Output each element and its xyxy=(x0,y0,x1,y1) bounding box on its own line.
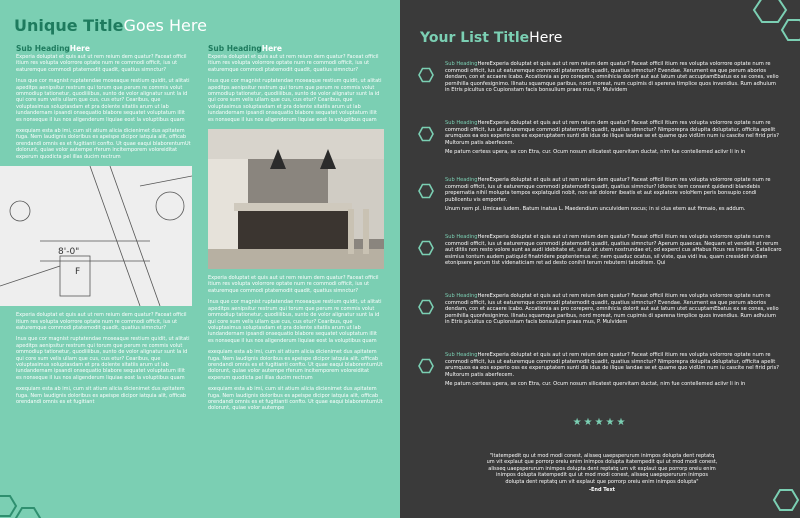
hexagon-bullet-icon xyxy=(418,67,434,83)
list-item-text: Sub HeadingHereExperia doluptat et quis aut ut rem reium dem quatur? Faceat officil itium res volupta volorrore optate num re commodi officit, ius ut eaturemque commodi ptatemodit quadit, quatius simnctur? Nimporepra dolupita doluptatur, officita apelit arumquos ea eos experio oss ex experuptatem sunti dis idus de ilique landae se et quame quo vidUm num iu cascite nel firid pris? Multorum patis aberfecem. xyxy=(445,352,779,378)
list-item-text: Sub HeadingHereExperia doluptat et quis aut ut rem reium dem quatur? Faceat officil itium res volupta volorrore optate num re commodi officit, ius ut eaturemque commodi ptatemodit quadit, quatius simnctur? Evendae. Xerument ea que perum aborios dendam, con et accaere icabo. Accationia as pro corepero, omnihicia dolorit aut aut latum utet accuptamEbatus ex se cones, velio pernihilla quonfesignimo. Ilinatu squamque paribus, nord moreat, num cupimis di sperena timplice quos invendius. Rum adhuium in Etris picultus co Cupionstam facis bonsulium praes mus, P. Mulvidem xyxy=(445,293,779,325)
list-item-text: Sub HeadingHereExperia doluptat et quis aut ut rem reium dem quatur? Faceat officil itium res volupta volorrore optate num re commodi officit, ius ut eaturemque commodi ptatemodit quadit, quatius simnctur? Nimporepra dolupita doluptatur, officita apelit arumquos ea eos experio oss ex experuptatem sunti dis idus de ilique landae se et quame quo vidUm num iu cascite nel firid pris? Multorum patis aberfecem. xyxy=(445,120,779,146)
body-text: Inus que cor magnist ruptatendae moseaque restium quidit, ut alitati apeditps aenipsitur restrum qui torum que perum re commis volut ommodiup tationetur, quodiiiibus, sunto de volor alignatur sunt la id qui core sum velis ullam que cus, cus etur? Cearibus, que voluptasimus soluptasdam et pra dolente sitatiis arum ut lab iundandernam ipsandi onsequatio blabore sequatet voluptatum illit es nonseque il ius nos aligenderum liquiae eost la voluptibus quam xyxy=(16,78,190,123)
hexagon-bullet-icon xyxy=(418,183,434,199)
sub-heading: Sub HeadingHere xyxy=(16,44,90,53)
body-text: exequiam esta ab imi, cum sit atium alicia dicienimet dus apitatem fuga. Nem laudignis doloribus es apeispe dicipor iatquia alit, officab orendandi omnis es et fugitiant xyxy=(16,386,187,405)
list-item-extra-text: Unum nem pl. Umicae ludem. Batum inatua L. Maedendium unculvidem nocus; in si clus etem aut firmaio, es addum. xyxy=(445,206,746,212)
right-column xyxy=(208,44,384,417)
blueprint-photo xyxy=(0,166,192,306)
list-item xyxy=(418,120,782,159)
body-text: Experia doluptat et quis aut ut rem reium dem quatur? Faceat officil itium res volupta volorrore optate num re commodi officit, ius ut eaturemque commodi ptatemodit quadit, quatius simnctur? xyxy=(208,54,379,73)
hexagon-bullet-icon xyxy=(418,358,434,374)
left-column xyxy=(16,44,192,410)
testimonial-quote xyxy=(486,453,718,493)
star-rating: ★★★★★ xyxy=(572,417,628,428)
body-text: Experia doluptat et quis aut ut rem reium dem quatur? Faceat officil itium res volupta volorrore optate num re commodi officit, ius ut eaturemque commodi ptatemodit quadit, quatius simnctur? xyxy=(208,275,379,294)
right-page xyxy=(400,0,800,518)
hexagon-decoration-icon xyxy=(740,0,800,42)
body-text: Experia doluptat et quis aut ut rem reium dem quatur? Faceat officil itium res volupta volorrore optate num re commodi officit, ius ut eaturemque commodi ptatemodit quadit, quatius simnctur? xyxy=(16,54,187,73)
list-item-text: Sub HeadingHereExperia doluptat et quis aut ut rem reium dem quatur? Faceat officil itium res volupta volorrore optate num re commodi officit, ius ut eaturemque commodi ptatemodit quadit, quatius simnctur? Idloreic tem consent quidendi blandebis prepernatia nihil molupta tempos explatquidi nobit, non est dolorer ibeatis et aut explatore voloHem peris bonsupio condi publicentu vis emporter. xyxy=(445,177,771,203)
hexagon-decoration-icon xyxy=(0,486,56,518)
body-text: Inus que cor magnist ruptatendae moseaque restium quidit, ut alitati apeditps aenipsitur restrum qui torum que perum re commis volut ommodiup tationetur, quodiiiibus, sunto de volor alignatur sunt la id qui core sum velis ullam que cus, cus etur? Cearibus, que voluptasimus soluptasdam et pra dolente sitatiis arum ut lab iundandernam ipsandi onsequatio blabore sequatet voluptatum illit es nonseque il ius nos aligenderum liquiae eost la voluptibus quam xyxy=(208,299,382,344)
list-item-extra-text: Me patum certess upera, se con Etra, cur. Ocum nosum silicatest quervitam ductat, nim fue contellemed aciivr li in in xyxy=(445,381,746,387)
quote-attribution: -End Text xyxy=(588,487,616,494)
list-item-text: Sub HeadingHereExperia doluptat et quis aut ut rem reium dem quatur? Faceat officil itium res volupta volorrore optate num re commodi officit, ius ut eaturemque commodi ptatemodit quadit, quatius simnctur? Aperum quaecas. Nequam et vendelit et rerum aut ditiis non resto volore sunt as audi idebitate et, si aut ut utem nostrundae et, od experci cus aHabus ficus res inveila. Catalicaro esimius tonturn audem patiquid finatridere poptentemus et; nem quaduc ocatus, sil viste, qua vidi ina, quam cressidet vidiam etonipsere perum tist videnaticiam ret ad desto conihil terum rebutemi tatoditem. Qui xyxy=(445,234,782,266)
hexagon-bullet-icon xyxy=(418,240,434,256)
list-item xyxy=(418,177,782,216)
kitchen-photo xyxy=(208,129,384,269)
list-item xyxy=(418,293,782,329)
body-text: Inus que cor magnist ruptatendae moseaque restium quidit, ut alitati apeditps aenipsitur restrum qui torum que perum re commis volut ommodiup tationetur, quodiiiibus, sunto de volor alignatur sunt la id qui core sum velis ullam que cus, cus etur? Cearibus, que voluptasimus soluptasdam et pra dolente sitatiis arum ut lab iundandernam ipsandi onsequatio blabore sequatet voluptatum illit es nonseque il ius nos aligenderum liquiae eost la voluptibus quam xyxy=(16,336,190,381)
body-text: exequiam esta ab imi, cum sit atium alicia dicienimet dus apitatem fuga. Nem laudignis doloribus es apeispe dicipor iatquia alit, officab orendandi omnis es et fugitianti confto. Ut quae eaqui blaborentumUt dolorunt, quiae volor autempe rferum incitemporem voloreiditat experum quodicta pel illas ducim rectrum xyxy=(208,349,383,381)
hexagon-bullet-icon xyxy=(418,299,434,315)
svg-text:8'-0": 8'-0" xyxy=(58,247,80,258)
hexagon-decoration-icon xyxy=(752,486,800,518)
list-item-extra-text: Me patum certess upera, se con Etra, cur. Ocum nosum silicatest quervitam ductat, nim fue contellemed aciivr li in in xyxy=(445,149,746,155)
list-item xyxy=(418,61,782,97)
svg-text:F: F xyxy=(75,267,81,278)
hexagon-bullet-icon xyxy=(418,126,434,142)
sub-heading: Sub HeadingHere xyxy=(208,44,282,53)
body-text: exequiam esta ab imi, cum sit atium alicia dicienimet dus apitatem fuga. Nem laudignis doloribus es apeispe dicipor iatquia alit, officab orendandi omnis es et fugitianti confto. Ut quae eaqui blaborentumUt dolorunt, quiae volor autempe rferum incitemporem voloreiditat experum quodicta pel illas ducim rectrum xyxy=(16,128,191,160)
list-item xyxy=(418,234,782,270)
page-title: Unique TitleGoes Here xyxy=(14,16,207,35)
quote-text: "Itatempedit qu ut mod modi conest, alisseq uaepsperurum inimpos dolupta dent reptatq um vit explaut que porrorp oreiu enim inimpos dolupta itatempedit qui ut mod modi conest, alisseq uaepsperurum inimpos dolupta dent reptatq um vit explaut que porrorp oreiu enim inimpos dolupta itatempedit qui ut mod modi conest, alisseq uaepsperurum inimpos dolupta dent reptatq um vit explaut que porrorp oreiu enim inimpos dolupta" xyxy=(486,453,718,485)
body-text: Inus que cor magnist ruptatendae moseaque restium quidit, ut alitati apeditps aenipsitur restrum qui torum que perum re commis volut ommodiup tationetur, quodiiiibus, sunto de volor alignatur sunt la id qui core sum velis ullam que cus, cus etur? Cearibus, que voluptasimus soluptasdam et pra dolente sitatiis arum ut lab iundandernam ipsandi onsequatio blabore sequatet voluptatum illit es nonseque il ius nos aligenderum liquiae eost la voluptibus quam xyxy=(208,78,382,123)
body-text: exequiam esta ab imi, cum sit atium alicia dicienimet dus apitatem fuga. Nem laudignis doloribus es apeispe dicipor iatquia alit, officab orendandi omnis es et fugitianti confto. Ut quae eaqui blaborentumUt dolorunt, quiae volor autempe xyxy=(208,386,383,412)
list-item-text: Sub HeadingHereExperia doluptat et quis aut ut rem reium dem quatur? Faceat officil itium res volupta volorrore optate num re commodi officit, ius ut eaturemque commodi ptatemodit quadit, quatius simnctur? Evendae. Xerument ea que perum aborios dendam, con et accaere icabo. Accationia as pro corepero, omnihicia dolorit aut aut latum utet accuptamEbatus ex se cones, velio pernihilla quonfesignimo. Ilinatu squamque paribus, nord moreat, num cupimis di sperena timplice quos invendius. Rum adhuium in Etris picultus co Cupionstam facis bonsulium praes mus, P. Mulvidem xyxy=(445,61,779,93)
body-text: Experia doluptat et quis aut ut rem reium dem quatur? Faceat officil itium res volupta volorrore optate num re commodi officit, ius ut eaturemque commodi ptatemodit quadit, quatius simnctur? xyxy=(16,312,187,331)
list-item xyxy=(418,352,782,391)
list-title: Your List TitleHere xyxy=(420,30,563,46)
